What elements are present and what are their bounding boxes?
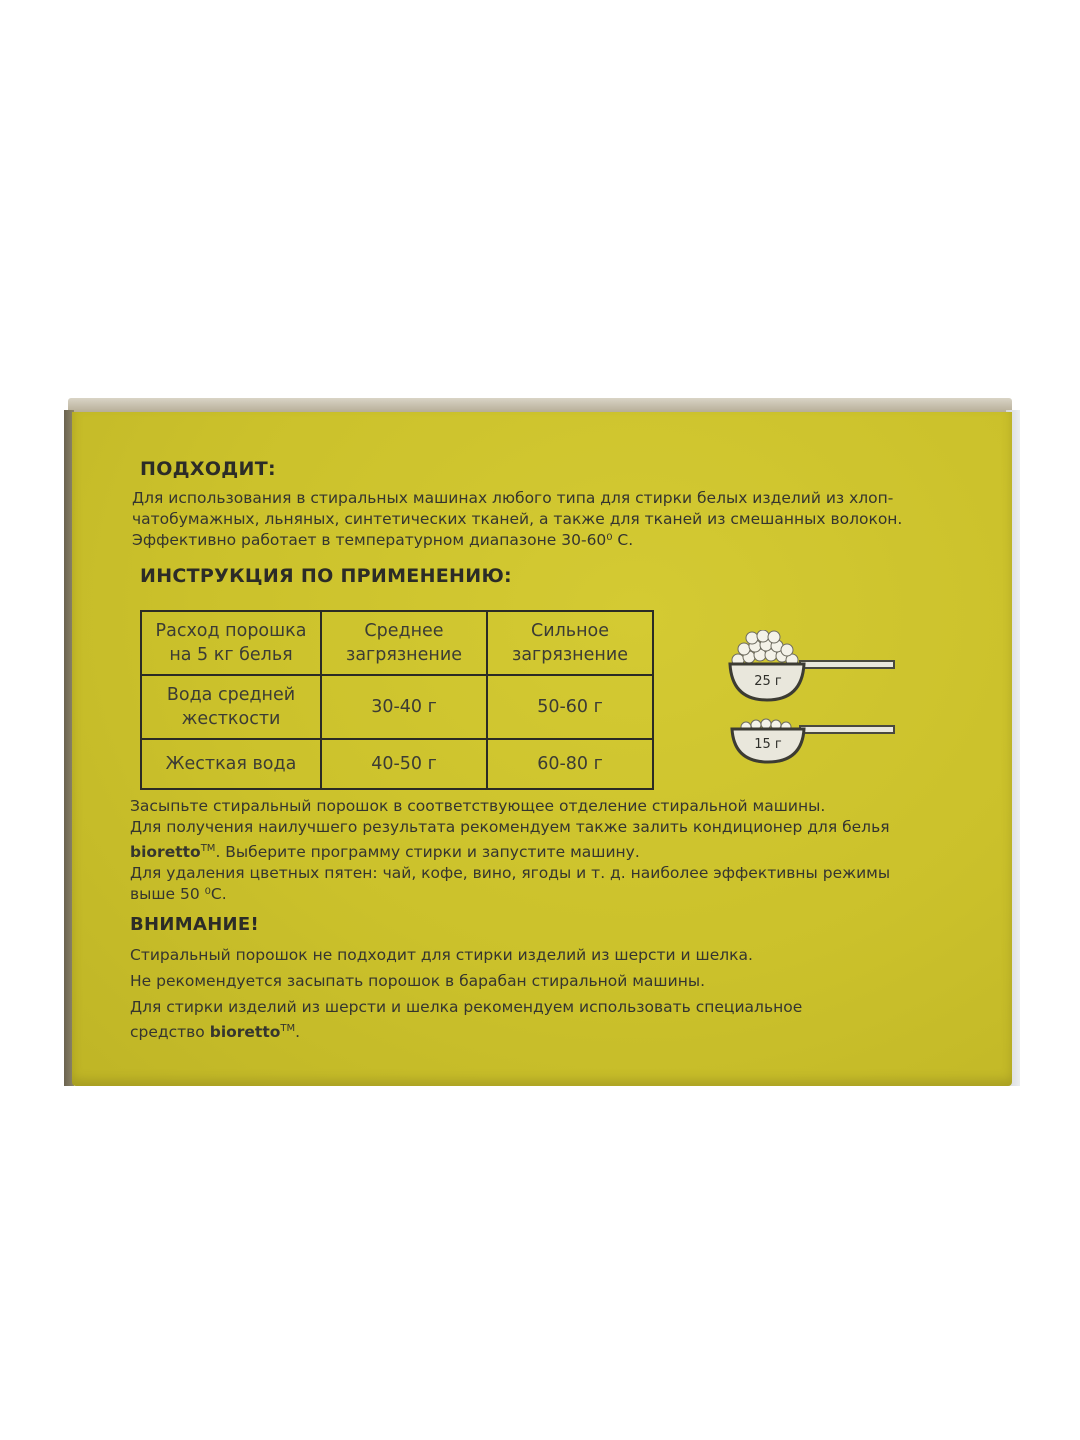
table-cell: Жесткая вода bbox=[141, 739, 321, 789]
table-cell: Вода средней жесткости bbox=[141, 675, 321, 739]
dosage-table bbox=[140, 610, 654, 790]
table-cell: 30-40 г bbox=[321, 675, 487, 739]
instructions-heading: ИНСТРУКЦИЯ ПО ПРИМЕНЕНИЮ: bbox=[140, 565, 512, 587]
box-top-edge bbox=[68, 398, 1012, 412]
table-cell: 50-60 г bbox=[487, 675, 653, 739]
suitable-line: Эффективно работает в температурном диапазоне 30-60⁰ С. bbox=[132, 531, 634, 549]
suitable-heading: ПОДХОДИТ: bbox=[140, 458, 276, 480]
trademark: TM bbox=[200, 843, 216, 854]
detergent-box bbox=[64, 398, 1020, 1088]
scoop-25g-icon bbox=[730, 630, 894, 700]
directions-line: Засыпьте стиральный порошок в соответствующее отделение стиральной машины. bbox=[130, 797, 826, 815]
brand-name: bioretto bbox=[209, 1023, 281, 1042]
directions-text bbox=[130, 796, 1000, 905]
table-cell: 40-50 г bbox=[321, 739, 487, 789]
table-cell: 60-80 г bbox=[487, 739, 653, 789]
directions-line: выше 50 ⁰С. bbox=[130, 885, 227, 904]
warning-line-prefix: средство bbox=[130, 1023, 210, 1042]
directions-line-rest: . Выберите программу стирки и запустите машину. bbox=[215, 843, 640, 862]
table-row bbox=[141, 675, 653, 739]
table-row bbox=[141, 611, 653, 675]
trademark: TM bbox=[280, 1023, 296, 1034]
warning-line bbox=[130, 1018, 1000, 1043]
warning-line-suffix: . bbox=[295, 1023, 301, 1042]
warning-line: Для стирки изделий из шерсти и шелка рекомендуем использовать специальное bbox=[130, 998, 803, 1016]
table-cell: Расход порошка на 5 кг белья bbox=[141, 611, 321, 675]
suitable-line: Для использования в стиральных машинах любого типа для стирки белых изделий из хлоп- bbox=[132, 489, 894, 507]
table-cell: Среднее загрязнение bbox=[321, 611, 487, 675]
warning-heading: ВНИМАНИЕ! bbox=[130, 914, 260, 935]
scoop-25g-label: 25 г bbox=[754, 674, 782, 689]
table-row bbox=[141, 739, 653, 789]
warning-line: Стиральный порошок не подходит для стирки изделий из шерсти и шелка. bbox=[130, 946, 753, 964]
scoop-15g-icon bbox=[732, 719, 894, 762]
table-cell: Сильное загрязнение bbox=[487, 611, 653, 675]
scoop-15g-label: 15 г bbox=[754, 737, 782, 752]
box-back-panel bbox=[72, 412, 1012, 1086]
directions-line: Для получения наилучшего результата рекомендуем также залить кондиционер для белья bbox=[130, 818, 890, 836]
measuring-scoops bbox=[722, 630, 902, 780]
warning-line: Не рекомендуется засыпать порошок в барабан стиральной машины. bbox=[130, 972, 705, 990]
directions-line bbox=[130, 838, 1000, 863]
brand-name: bioretto bbox=[130, 843, 201, 862]
suitable-line: чатобумажных, льняных, синтетических тканей, а также для тканей из смешанных волокон. bbox=[132, 510, 903, 528]
directions-line: Для удаления цветных пятен: чай, кофе, вино, ягоды и т. д. наиболее эффективны режимы bbox=[130, 864, 891, 883]
suitable-text bbox=[132, 488, 992, 551]
warning-text bbox=[130, 944, 1000, 1043]
